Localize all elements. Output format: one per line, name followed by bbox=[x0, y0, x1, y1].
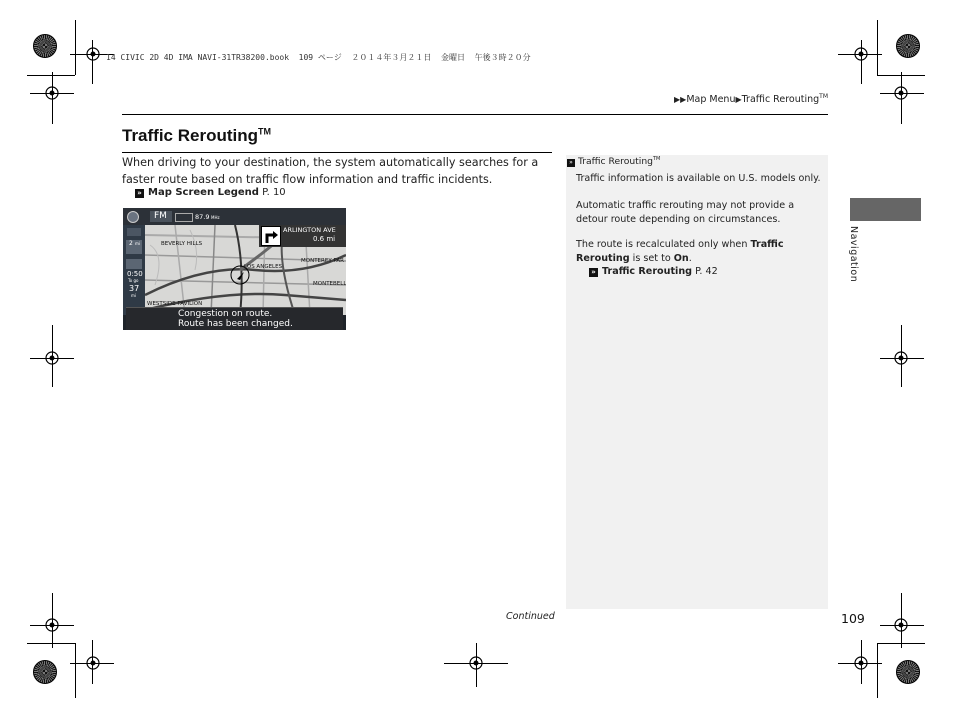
map-label-los-angeles: LOS ANGELES bbox=[244, 264, 283, 270]
note-p3-pre: The route is recalculated only when bbox=[576, 239, 751, 250]
crop-line bbox=[877, 20, 878, 75]
registration-target-icon bbox=[80, 41, 106, 67]
crop-line bbox=[877, 643, 878, 698]
page-title-text: Traffic Rerouting bbox=[122, 126, 259, 145]
registration-target-icon bbox=[848, 650, 874, 676]
radio-unit: MHz bbox=[211, 215, 220, 220]
xref-arrow-icon: » bbox=[589, 268, 598, 277]
xref-page: P. 10 bbox=[258, 187, 286, 198]
note-p3-end: . bbox=[688, 253, 692, 264]
registration-rosette-icon bbox=[33, 34, 57, 58]
note-heading-tm: TM bbox=[652, 156, 661, 162]
xref-map-screen-legend[interactable] bbox=[135, 187, 286, 198]
crop-line bbox=[27, 643, 75, 644]
navigation-screen-figure bbox=[123, 208, 346, 330]
breadcrumb bbox=[674, 93, 828, 105]
crop-line bbox=[27, 75, 75, 76]
crop-line bbox=[75, 20, 76, 75]
zoom-value: 2 bbox=[129, 240, 133, 247]
section-tab-block bbox=[850, 198, 921, 221]
note-p3-value: On bbox=[673, 253, 689, 264]
compass-icon[interactable] bbox=[127, 228, 141, 236]
registration-target-icon bbox=[39, 612, 65, 638]
registration-rosette-icon bbox=[33, 660, 57, 684]
side-note-box bbox=[566, 155, 828, 609]
print-header: 14 CIVIC 2D 4D IMA NAVI-31TR38200.book 109 ページ ２０１４年３月２１日 金曜日 午後３時２０分 bbox=[106, 53, 531, 62]
xref-title[interactable]: Traffic Rerouting bbox=[602, 266, 693, 277]
note-p3-mid: is set to bbox=[629, 253, 674, 264]
screen-top-bar bbox=[123, 208, 346, 225]
registration-target-icon bbox=[463, 650, 489, 676]
note-p3-setting: Traffic Rerouting bbox=[576, 239, 784, 264]
note-paragraph-1: Traffic information is available on U.S. models only. bbox=[576, 173, 821, 184]
map-side-panel bbox=[123, 225, 145, 315]
breadcrumb-item-traffic-rerouting[interactable]: Traffic Rerouting bbox=[741, 94, 820, 106]
breadcrumb-arrow-icon: ▶ bbox=[735, 95, 742, 105]
note-heading bbox=[567, 156, 660, 167]
message-line-1: Congestion on route. bbox=[178, 309, 273, 319]
crop-line bbox=[75, 643, 76, 698]
time-to-go-label: To go bbox=[128, 278, 139, 283]
title-rule bbox=[122, 152, 552, 153]
page-title bbox=[122, 126, 271, 146]
map-view-toggle[interactable] bbox=[126, 259, 142, 269]
distance-to-go: 37 bbox=[129, 284, 140, 293]
preset-icon bbox=[175, 213, 193, 222]
xref-traffic-rerouting[interactable] bbox=[589, 266, 718, 277]
registration-target-icon bbox=[80, 650, 106, 676]
next-turn-distance: 0.6 mi bbox=[313, 235, 336, 243]
note-heading-text: Traffic Rerouting bbox=[578, 156, 653, 168]
registration-target-icon bbox=[888, 612, 914, 638]
registration-target-icon bbox=[39, 345, 65, 371]
map-label-westside: WESTSIDE PAVILION bbox=[147, 301, 203, 307]
time-to-go: 0:50 bbox=[127, 270, 143, 278]
map-label-monterey: MONTEREY PAR bbox=[301, 258, 344, 264]
note-paragraph-2: Automatic traffic rerouting may not provide a detour route depending on circumstances. bbox=[576, 200, 795, 225]
route-message-bar bbox=[126, 307, 343, 330]
xref-page: P. 42 bbox=[692, 266, 718, 277]
registration-rosette-icon bbox=[896, 34, 920, 58]
page-number: 109 bbox=[841, 611, 865, 626]
radio-frequency: 87.9 bbox=[195, 213, 210, 221]
menu-icon bbox=[127, 211, 139, 223]
note-arrow-icon: » bbox=[567, 159, 575, 167]
page-title-tm: TM bbox=[258, 126, 272, 137]
crop-line bbox=[877, 643, 925, 644]
note-paragraph-3 bbox=[576, 238, 821, 266]
registration-target-icon bbox=[848, 41, 874, 67]
registration-target-icon bbox=[888, 80, 914, 106]
header-rule bbox=[122, 114, 828, 115]
registration-rosette-icon bbox=[896, 660, 920, 684]
radio-band: FM bbox=[154, 211, 167, 221]
section-tab-label: Navigation bbox=[848, 226, 859, 283]
breadcrumb-item-map-menu[interactable]: Map Menu bbox=[686, 94, 736, 106]
continued-label: Continued bbox=[506, 611, 555, 622]
registration-target-icon bbox=[888, 345, 914, 371]
map-label-beverly-hills: BEVERLY HILLS bbox=[161, 241, 203, 247]
zoom-unit: mi bbox=[135, 241, 141, 246]
message-line-2: Route has been changed. bbox=[178, 319, 293, 329]
map-label-montebello: MONTEBELL bbox=[313, 281, 346, 287]
breadcrumb-arrow-icon: ▶▶ bbox=[674, 95, 687, 105]
breadcrumb-tm: TM bbox=[819, 93, 828, 100]
turn-right-icon bbox=[261, 226, 281, 246]
registration-target-icon bbox=[39, 80, 65, 106]
xref-title[interactable]: Map Screen Legend bbox=[148, 187, 259, 198]
intro-paragraph: When driving to your destination, the system automatically searches for a faster route based on traffic flow information and traffic incidents. bbox=[122, 156, 539, 186]
next-street-name: ARLINGTON AVE bbox=[283, 226, 336, 234]
distance-unit: mi bbox=[131, 293, 137, 298]
xref-arrow-icon: » bbox=[135, 189, 144, 198]
